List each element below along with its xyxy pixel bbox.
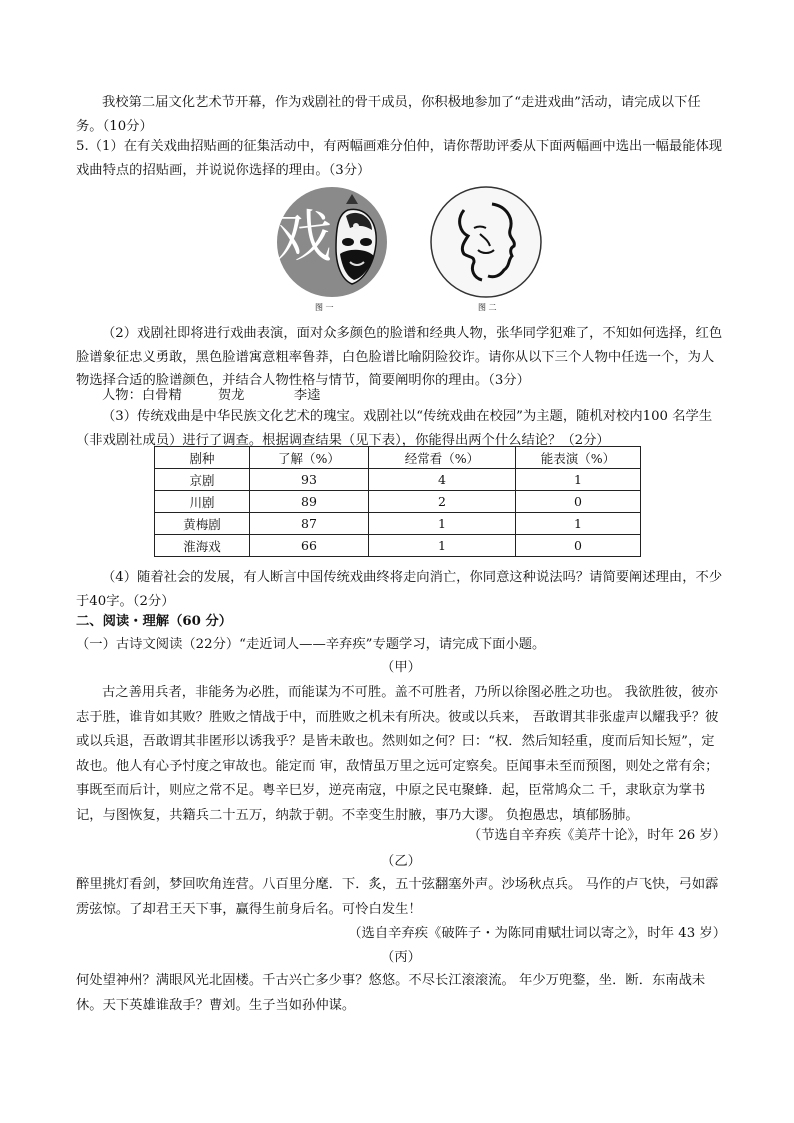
- passage-jia-source: （节选自辛弃疾《美芹十论》，时年 26 岁）: [467, 828, 726, 843]
- table-row: [155, 513, 641, 535]
- table-cell: 黄梅剧: [155, 513, 250, 535]
- intro-paragraph: 我校第二届文化艺术节开幕，作为戏剧社的骨干成员，你积极地参加了“走进戏曲”活动，请完成以下任务。（10分）: [76, 95, 701, 134]
- table-cell: 89: [250, 491, 369, 513]
- table-header-cell: 能表演（%）: [516, 447, 641, 469]
- passage-yi-title: （乙）: [381, 854, 421, 869]
- table-cell: 1: [516, 469, 641, 491]
- people-options: [76, 384, 726, 408]
- table-cell: 川剧: [155, 491, 250, 513]
- table-cell: 87: [250, 513, 369, 535]
- table-cell: 0: [516, 491, 641, 513]
- table-cell: 4: [369, 469, 516, 491]
- table-header-cell: 剧种: [155, 447, 250, 469]
- table-header-cell: 经常看（%）: [369, 447, 516, 469]
- person-option: 李逵: [293, 388, 321, 403]
- person-option: 白骨精: [141, 388, 182, 403]
- table-cell: 1: [369, 535, 516, 557]
- table-row: [155, 491, 641, 513]
- figure-1-character: 戏: [276, 205, 332, 270]
- figure-2-caption: 图 二: [478, 303, 497, 312]
- passage-jia-title: （甲）: [381, 660, 421, 675]
- question-5-4: （4）随着社会的发展，有人断言中国传统戏曲终将走向消亡，你同意这种说法吗？请简要阐述理由，不少于40字。（2分）: [76, 570, 723, 609]
- table-cell: 2: [369, 491, 516, 513]
- subsection-1-heading: （一）古诗文阅读（22分）“走近词人——辛弃疾”专题学习，请完成下面小题。: [76, 637, 546, 652]
- table-header-row: [155, 447, 641, 469]
- figure-2: [430, 186, 542, 298]
- question-5-1: 5.（1）在有关戏曲招贴画的征集活动中，有两幅画难分伯仲，请你帮助评委从下面两幅画中选出一幅最能体现戏曲特点的招贴画，并说说你选择的理由。（3分）: [76, 139, 723, 178]
- table-cell: 淮海戏: [155, 535, 250, 557]
- table-row: [155, 469, 641, 491]
- table-cell: 1: [516, 513, 641, 535]
- table-cell: 1: [369, 513, 516, 535]
- section-2-heading: 二、阅读・理解（60 分）: [76, 614, 233, 629]
- figure-1-caption: 图 一: [315, 303, 334, 312]
- passage-yi-source: （选自辛弃疾《破阵子・为陈同甫赋壮词以寄之》，时年 43 岁）: [348, 926, 726, 941]
- question-5-3: （3）传统戏曲是中华民族文化艺术的瑰宝。戏剧社以“传统戏曲在校园”为主题，随机对校内100 名学生（非戏剧社成员）进行了调查。根据调查结果（见下表），你能得出两个什么结论？（2分）: [76, 409, 713, 448]
- table-cell: 0: [516, 535, 641, 557]
- ink-face-poster-image: [430, 186, 542, 298]
- survey-table: [154, 446, 641, 557]
- table-cell: 93: [250, 469, 369, 491]
- passage-bing-title: （丙）: [381, 950, 421, 965]
- question-5-2: （2）戏剧社即将进行戏曲表演，面对众多颜色的脸谱和经典人物，张华同学犯难了，不知如何选择，红色脸谱象征忠义勇敢，黑色脸谱寓意粗率鲁莽，白色脸谱比喻阴险狡诈。请你从以下三个人物中任选一个，为人物选择合适的脸谱颜色，并结合人物性格与情节，简要阐明你的理由。（3分）: [76, 326, 723, 388]
- people-label: 人物：: [102, 388, 142, 403]
- table-header-cell: 了解（%）: [250, 447, 369, 469]
- passage-jia-text: 古之善用兵者，非能务为必胜，而能谋为不可胜。盖不可胜者，乃所以徐图必胜之功也。 我欲胜彼，彼亦志于胜，谁肯如其败？胜败之情战于中，而胜败之机未有所决。彼或以兵来， 吾敢谓其非张虚声以耀我乎？彼或以兵退，吾敢谓其非匿形以诱我乎？是皆未敢也。然则如之何？曰：“权．然后知轻重，度而后知长短”，定故也。他人有心予忖度之审故也。能定而 审，敌情虽万里之远可定察矣。臣闻事未至而预图，则处之常有余；事既至而后计，则应之常不足。粤辛巳岁，逆亮南寇，中原之民屯聚蜂．起，臣常鸠众二 千，隶耿京为掌书记，与图恢复，共籍兵二十五万，纳款于朝。不幸变生肘腋，事乃大谬。 负抱愚忠，填郁肠肺。: [76, 685, 719, 823]
- table-row: [155, 535, 641, 557]
- passage-yi-text: 醉里挑灯看剑，梦回吹角连营。八百里分麾．下．炙，五十弦翻塞外声。沙场秋点兵。 马作的卢飞快，弓如霹雳弦惊。了却君王天下事，赢得生前身后名。可怜白发生！: [76, 877, 719, 917]
- table-cell: 66: [250, 535, 369, 557]
- figure-1: [276, 186, 388, 298]
- passage-bing-text: 何处望神州？满眼风光北固楼。千古兴亡多少事？悠悠。不尽长江滚滚流。 年少万兜鍪，坐．断．东南战未休。天下英雄谁敌手？曹刘。生子当如孙仲谋。: [76, 973, 706, 1013]
- person-option: 贺龙: [217, 388, 245, 403]
- table-cell: 京剧: [155, 469, 250, 491]
